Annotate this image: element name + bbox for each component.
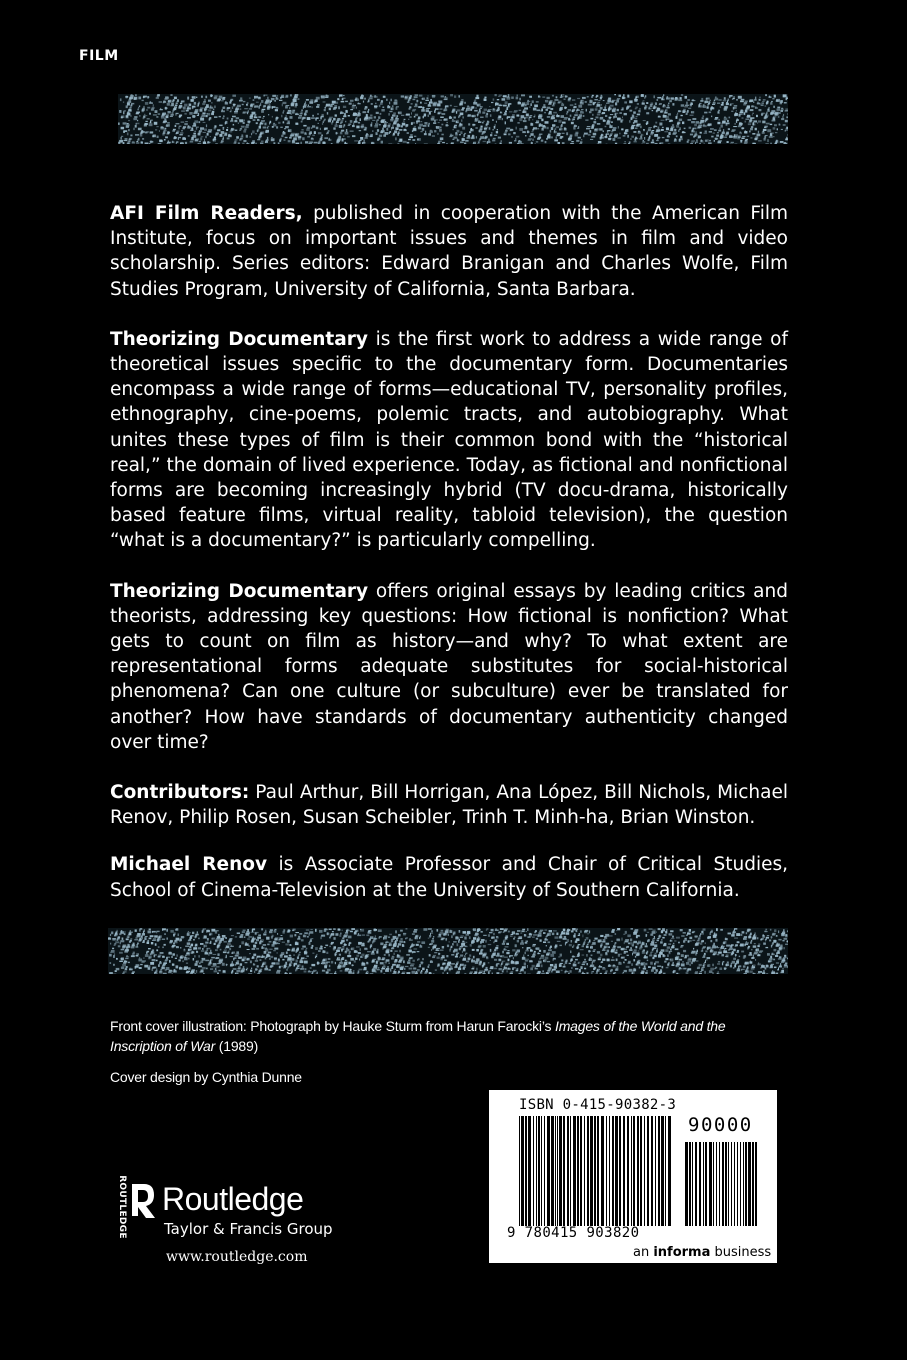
contributors-list: Paul Arthur, Bill Horrigan, Ana López, Bill Nichols, Michael Renov, Philip Rosen, Susan Scheibler, Trinh T. Minh-ha, Brian Winston.: [110, 782, 788, 829]
book-title-2: Theorizing Documentary: [110, 580, 369, 602]
publisher-block: [110, 1175, 370, 1268]
cover-illustration-credit: [110, 1016, 790, 1056]
credit-year: (1989): [215, 1038, 259, 1054]
essays-text: offers original essays by leading critics and theorists, addressing key questions: How fictional is nonfiction? What gets to count on film as history—and why? To what extent are representational forms adequate substitutes for social-historical phenomena? Can one culture (or subculture) ever be translated for another? How have standards of documentary authenticity changed over time?: [110, 580, 788, 753]
film-title: Images of the World and the Inscription of War: [110, 1018, 726, 1054]
category-label: FILM: [79, 48, 119, 64]
essays-paragraph: [110, 579, 788, 755]
publisher-url[interactable]: www.routledge.com: [166, 1249, 308, 1265]
informa-tagline: [633, 1245, 771, 1260]
summary-text: is the first work to address a wide range of theoretical issues specific to the documentary form. Documentaries encompass a wide range of forms—educational TV, personality profiles, ethnography, cine-poems, polemic tracts, and autobiography. What unites these types of film is their common bond with the “historical real,” the domain of lived experience. Today, as fictional and nonfictional forms are becoming increasingly hybrid (TV docu-drama, historically based feature films, virtual reality, tabloid television), the question “what is a documentary?” is particularly compelling.: [110, 328, 788, 552]
book-title: Theorizing Documentary: [110, 328, 368, 350]
contributors-label: Contributors:: [110, 782, 250, 804]
informa-suffix: business: [710, 1245, 772, 1260]
editor-name: Michael Renov: [110, 854, 268, 876]
editor-bio: is Associate Professor and Chair of Critical Studies, School of Cinema-Television at the University of Southern California.: [110, 854, 789, 901]
routledge-logo-icon: [110, 1178, 160, 1240]
credit-prefix: Front cover illustration: Photograph by Hauke Sturm from Harun Farocki’s: [110, 1018, 555, 1034]
back-cover-description: [110, 201, 788, 928]
price-code: 90000: [688, 1114, 753, 1136]
ean-digits: 9 780415 903820: [507, 1225, 640, 1241]
editor-paragraph: [110, 852, 788, 902]
decorative-noise-band-top: [118, 94, 788, 144]
publisher-name: Routledge: [162, 1181, 304, 1217]
series-name: AFI Film Readers,: [110, 203, 303, 224]
cover-design-credit: Cover design by Cynthia Dunne: [110, 1069, 302, 1085]
series-text: published in cooperation with the American Film Institute, focus on important issues and themes in film and video scholarship. Series editors: Edward Branigan and Charles Wolfe, Film Studies Program, University of California, Santa Barbara.: [110, 203, 788, 300]
isbn-label: ISBN 0-415-90382-3: [519, 1097, 677, 1113]
publisher-vertical-text: ROUTLEDGE: [116, 1175, 127, 1239]
informa-brand: informa: [653, 1245, 711, 1260]
contributors-paragraph: [110, 780, 788, 830]
barcode-block: [489, 1090, 777, 1263]
decorative-noise-band-bottom: [108, 928, 788, 974]
series-paragraph: [110, 201, 788, 302]
summary-paragraph: [110, 327, 788, 554]
informa-prefix: an: [633, 1245, 654, 1260]
publisher-group: Taylor & Francis Group: [164, 1220, 333, 1238]
